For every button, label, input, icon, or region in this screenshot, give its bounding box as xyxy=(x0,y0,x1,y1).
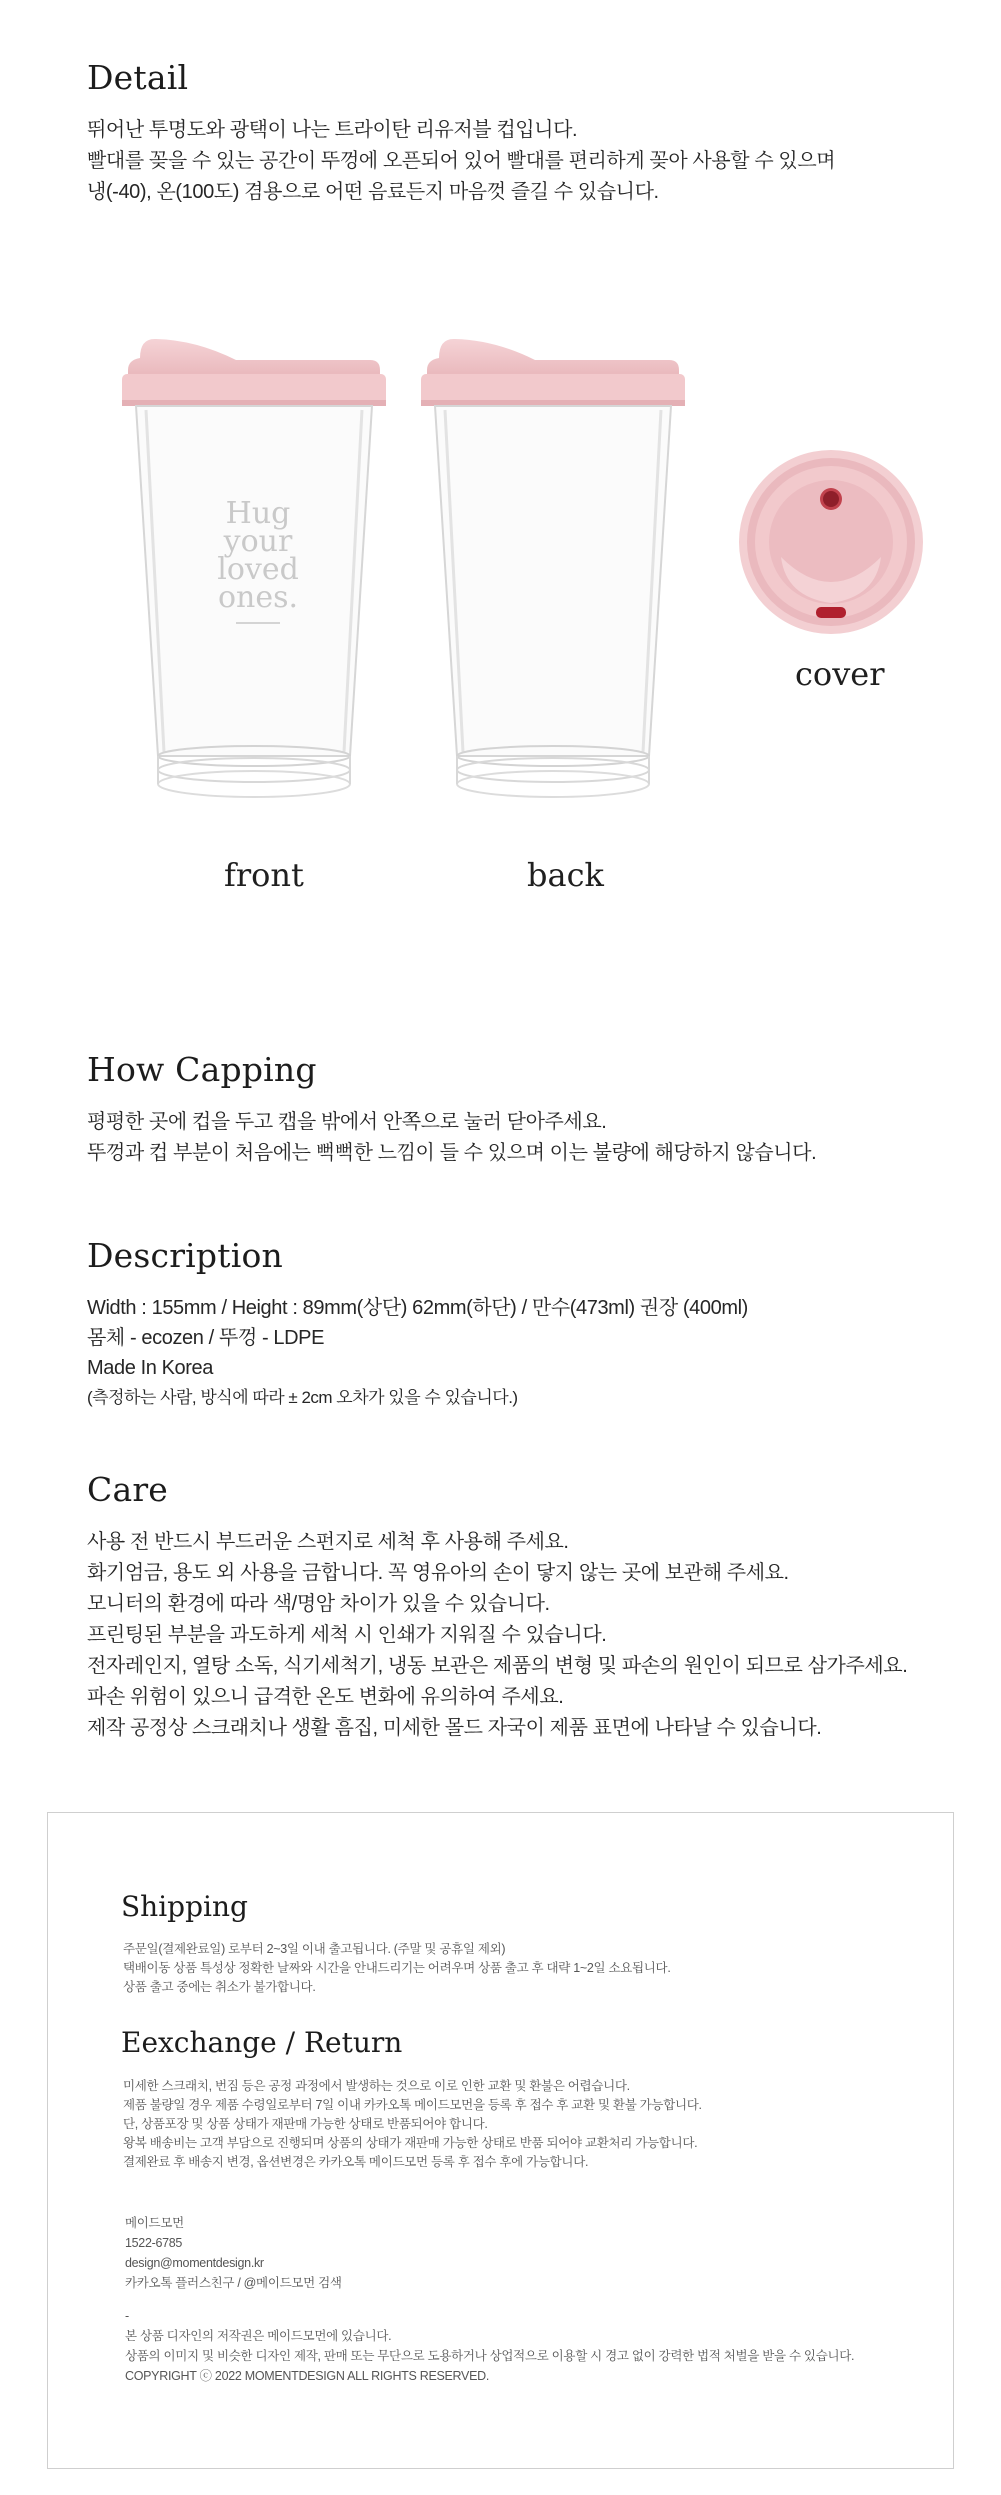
detail-line: 냉(-40), 온(100도) 겸용으로 어떤 음료든지 마음껏 즐길 수 있습니다. xyxy=(87,181,659,203)
shipping-text xyxy=(123,1940,671,1997)
care-line: 제작 공정상 스크래치나 생활 흠집, 미세한 몰드 자국이 제품 표면에 나타날 수 있습니다. xyxy=(87,1717,822,1739)
care-section xyxy=(87,1470,967,1744)
exchange-line: 왕복 배송비는 고객 부담으로 진행되며 상품의 상태가 재판매 가능한 상태로 반품 되어야 교환처리 가능합니다. xyxy=(123,2136,698,2150)
care-line: 프린팅된 부분을 과도하게 세척 시 인쇄가 지워질 수 있습니다. xyxy=(87,1624,607,1646)
shipping-line: 상품 출고 중에는 취소가 불가합니다. xyxy=(123,1980,316,1994)
copyright-line: 상품의 이미지 및 비슷한 디자인 제작, 판매 또는 무단으로 도용하거나 상업적으로 이용할 시 경고 없이 강력한 법적 처벌을 받을 수 있습니다. xyxy=(125,2349,855,2363)
exchange-line: 결제완료 후 배송지 변경, 옵션변경은 카카오톡 메이드모먼 등록 후 접수 후에 가능합니다. xyxy=(123,2155,589,2169)
care-line: 모니터의 환경에 따라 색/명암 차이가 있을 수 있습니다. xyxy=(87,1593,550,1615)
shipping-info-box xyxy=(47,1812,954,2469)
cup-front-image xyxy=(118,338,390,818)
care-line: 전자레인지, 열탕 소독, 식기세척기, 냉동 보관은 제품의 변형 및 파손의 원인이 되므로 삼가주세요. xyxy=(87,1655,908,1677)
description-line: 몸체 - ecozen / 뚜껑 - LDPE xyxy=(87,1327,325,1349)
capping-line: 평평한 곳에 컵을 두고 캡을 밖에서 안쪽으로 눌러 닫아주세요. xyxy=(87,1111,607,1133)
exchange-line: 제품 불량일 경우 제품 수령일로부터 7일 이내 카카오톡 메이드모먼을 등록 후 접수 후 교환 및 환불 가능합니다. xyxy=(123,2098,702,2112)
care-title: Care xyxy=(87,1470,169,1509)
care-line: 사용 전 반드시 부드러운 스펀지로 세척 후 사용해 주세요. xyxy=(87,1531,569,1553)
shipping-title: Shipping xyxy=(121,1890,248,1923)
caption-back: back xyxy=(527,856,604,894)
exchange-line: 미세한 스크래치, 번짐 등은 공정 과정에서 발생하는 것으로 이로 인한 교환 및 환불은 어렵습니다. xyxy=(123,2079,630,2093)
cup-print-line: loved xyxy=(217,552,299,587)
product-illustration xyxy=(0,320,1001,920)
contact-kakao: 카카오톡 플러스친구 / @메이드모먼 검색 xyxy=(125,2276,342,2290)
description-section xyxy=(87,1236,967,1413)
detail-line: 뛰어난 투명도와 광택이 나는 트라이탄 리유저블 컵입니다. xyxy=(87,119,578,141)
cup-print-line: Hug xyxy=(225,496,291,531)
contact-info xyxy=(125,2213,342,2293)
capping-title: How Capping xyxy=(87,1050,317,1089)
cup-cover-image xyxy=(736,447,926,637)
contact-email: design@momentdesign.kr xyxy=(125,2256,264,2270)
detail-title: Detail xyxy=(87,58,189,97)
cup-print-line: your xyxy=(223,524,293,559)
contact-phone: 1522-6785 xyxy=(125,2236,183,2250)
exchange-text xyxy=(123,2077,702,2172)
caption-front: front xyxy=(224,856,304,894)
caption-cover: cover xyxy=(795,655,885,693)
shipping-line: 택배이동 상품 특성상 정확한 날짜와 시간을 안내드리기는 어려우며 상품 출고 후 대략 1~2일 소요됩니다. xyxy=(123,1961,671,1975)
description-title: Description xyxy=(87,1236,283,1275)
shipping-line: 주문일(결제완료일) 로부터 2~3일 이내 출고됩니다. (주말 및 공휴일 제외) xyxy=(123,1942,506,1956)
care-line: 파손 위험이 있으니 급격한 온도 변화에 유의하여 주세요. xyxy=(87,1686,564,1708)
description-note: (측정하는 사람, 방식에 따라 ± 2cm 오차가 있을 수 있습니다.) xyxy=(87,1388,518,1407)
copyright-line: COPYRIGHT ⓒ 2022 MOMENTDESIGN ALL RIGHTS RESERVED. xyxy=(125,2369,490,2383)
contact-company: 메이드모먼 xyxy=(125,2216,184,2230)
description-line: Width : 155mm / Height : 89mm(상단) 62mm(하단) / 만수(473ml) 권장 (400ml) xyxy=(87,1297,748,1319)
cup-print-line: ones. xyxy=(217,580,299,615)
capping-section xyxy=(87,1050,967,1169)
copyright-line: - xyxy=(125,2309,129,2323)
copyright-info xyxy=(125,2306,854,2386)
care-line: 화기엄금, 용도 외 사용을 금합니다. 꼭 영유아의 손이 닿지 않는 곳에 보관해 주세요. xyxy=(87,1562,789,1584)
cup-back-image xyxy=(417,338,689,818)
detail-line: 빨대를 꽂을 수 있는 공간이 뚜껑에 오픈되어 있어 빨대를 편리하게 꽂아 사용할 수 있으며 xyxy=(87,150,836,172)
capping-line: 뚜껑과 컵 부분이 처음에는 뻑뻑한 느낌이 들 수 있으며 이는 불량에 해당하지 않습니다. xyxy=(87,1142,817,1164)
description-line: Made In Korea xyxy=(87,1357,213,1379)
exchange-line: 단, 상품포장 및 상품 상태가 재판매 가능한 상태로 반품되어야 합니다. xyxy=(123,2117,488,2131)
exchange-title: Eexchange / Return xyxy=(121,2026,403,2059)
copyright-line: 본 상품 디자인의 저작권은 메이드모먼에 있습니다. xyxy=(125,2329,392,2343)
detail-section xyxy=(87,58,967,208)
